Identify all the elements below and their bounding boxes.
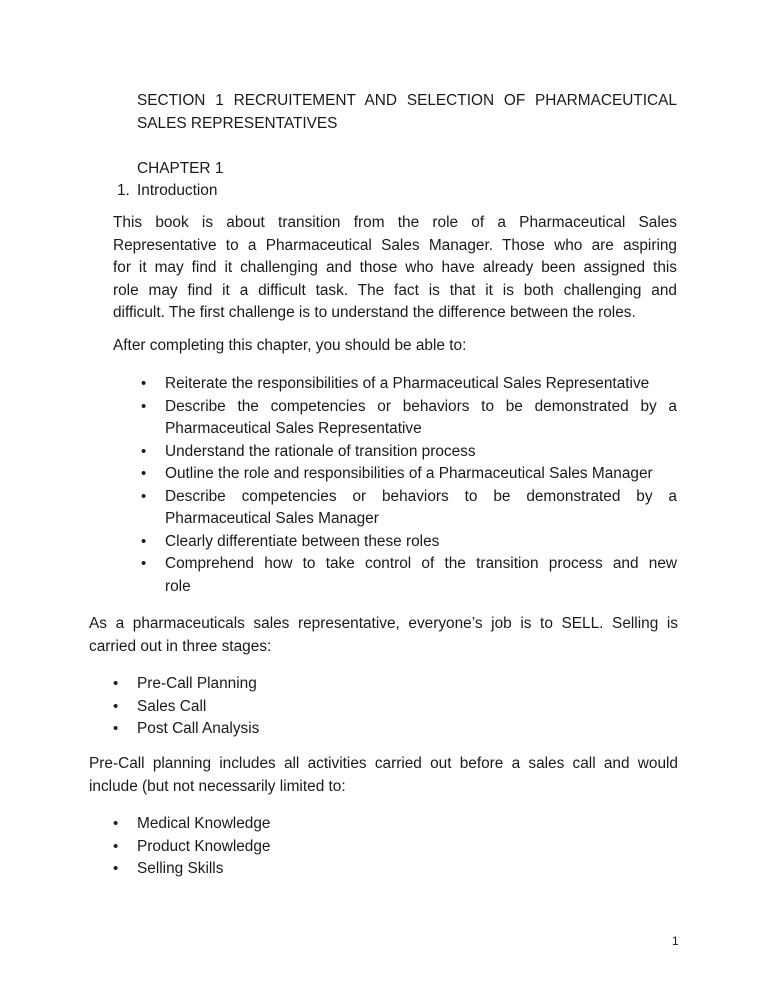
- objectives-lead: After completing this chapter, you should be able to:: [113, 337, 467, 354]
- bullet: •: [113, 697, 119, 715]
- bullet: •: [141, 532, 147, 550]
- bullet: •: [113, 837, 119, 855]
- paragraph-line: Representative to a Pharmaceutical Sales Manager. Those who are aspiring: [113, 236, 677, 254]
- paragraph-line: As a pharmaceuticals sales representative, everyone’s job is to SELL. Selling is: [89, 615, 678, 632]
- section-title-line: SALES REPRESENTATIVES: [137, 114, 338, 132]
- bullet: •: [141, 442, 147, 460]
- list-item: • Selling Skills: [137, 858, 537, 881]
- precall-paragraph: [89, 753, 678, 798]
- list-item: • Describe the competencies or behaviors to be demonstrated by a Pharmaceutical Sales Representative: [141, 397, 677, 437]
- bullet: •: [141, 555, 147, 572]
- list-item: • Clearly differentiate between these roles: [165, 531, 677, 554]
- heading-number: 1.: [117, 182, 130, 199]
- list-item: • Outline the role and responsibilities of a Pharmaceutical Sales Manager: [165, 463, 677, 486]
- list-item: • Product Knowledge: [137, 836, 537, 859]
- list-item: • Medical Knowledge: [137, 813, 537, 836]
- list-item: • Describe competencies or behaviors to be demonstrated by a Pharmaceutical Sales Manager: [141, 487, 677, 527]
- bullet: •: [141, 465, 147, 482]
- knowledge-list: [113, 813, 537, 881]
- paragraph-line: role may find it a difficult task. The fact is that it is both challenging and: [113, 281, 677, 299]
- objectives-list: [141, 373, 677, 598]
- bullet: •: [113, 860, 119, 877]
- paragraph-line: Pre-Call planning includes all activities carried out before a sales call and would: [89, 755, 678, 772]
- paragraph-line: This book is about transition from the role of a Pharmaceutical Sales: [113, 214, 677, 231]
- section-title: [137, 90, 677, 135]
- paragraph-line: carried out in three stages:: [89, 637, 272, 655]
- heading-introduction: Introduction: [137, 182, 218, 199]
- bullet: •: [113, 675, 119, 692]
- paragraph-line: for it may find it challenging and those who have already been assigned this: [113, 259, 677, 276]
- paragraph-line: difficult. The first challenge is to understand the difference between the roles.: [113, 304, 636, 321]
- list-item: • Sales Call: [137, 696, 537, 719]
- selling-paragraph: [89, 613, 678, 658]
- chapter-label: CHAPTER 1: [137, 160, 224, 177]
- bullet: •: [113, 720, 119, 737]
- page-number: 1: [672, 934, 679, 948]
- list-item: • Post Call Analysis: [137, 718, 537, 741]
- bullet: •: [141, 375, 147, 392]
- bullet: •: [141, 487, 147, 505]
- section-title-line: SECTION 1 RECRUITEMENT AND SELECTION OF PHARMACEUTICAL: [137, 92, 677, 109]
- list-item: • Comprehend how to take control of the transition process and new role: [141, 555, 677, 595]
- list-item: • Reiterate the responsibilities of a Pharmaceutical Sales Representative: [165, 373, 677, 396]
- list-item: • Pre-Call Planning: [137, 673, 537, 696]
- paragraph-line: include (but not necessarily limited to:: [89, 777, 346, 795]
- bullet: •: [113, 815, 119, 832]
- intro-paragraph: [113, 212, 677, 325]
- list-item: • Understand the rationale of transition process: [165, 441, 677, 464]
- bullet: •: [141, 397, 147, 415]
- stages-list: [113, 673, 537, 741]
